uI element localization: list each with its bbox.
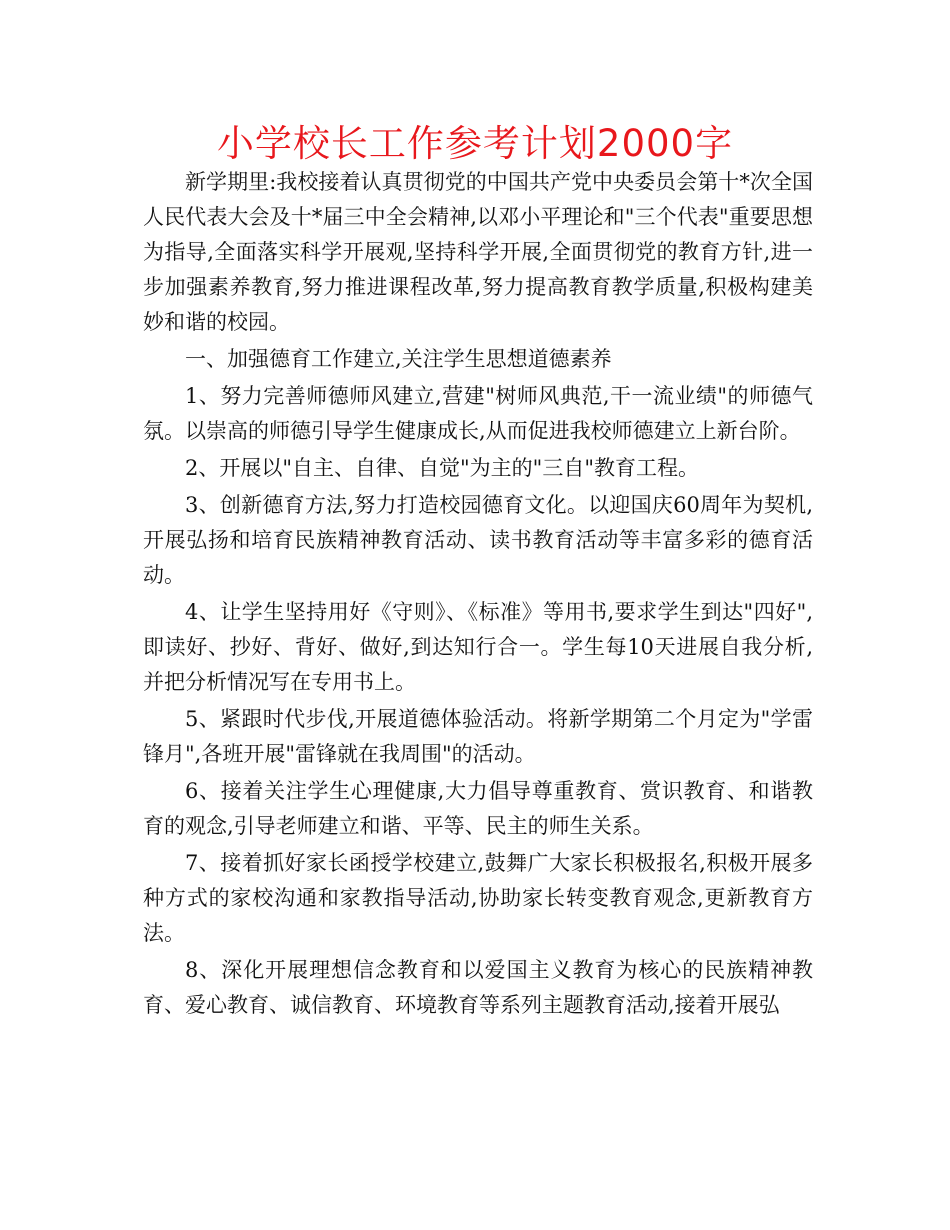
paragraph-item-2: 2、开展以"自主、自律、自觉"为主的"三自"教育工程。 [185,456,699,480]
paragraph-item-6: 6、接着关注学生心理健康,大力倡导尊重教育、赏识教育、和谐教育的观念,引导老师建立和谐、平等、民主的师生关系。 [143,779,813,838]
document-title: 小学校长工作参考计划2000字 [216,122,734,165]
paragraph-item-5: 5、紧跟时代步伐,开展道德体验活动。将新学期第二个月定为"学雷锋月",各班开展"雷锋就在我周围"的活动。 [143,707,813,766]
paragraph-intro: 新学期里:我校接着认真贯彻党的中国共产党中央委员会第十*次全国人民代表大会及十*届三中全会精神,以邓小平理论和"三个代表"重要思想为指导,全面落实科学开展观,坚持科学开展,全面贯彻党的教育方针,进一步加强素养教育,努力推进课程改革,努力提高教育教学质量,积极构建美妙和谐的校园。 [143,170,813,334]
section-heading: 一、加强德育工作建立,关注学生思想道德素养 [185,347,612,371]
paragraph-item-3: 3、创新德育方法,努力打造校园德育文化。以迎国庆60周年为契机,开展弘扬和培育民族精神教育活动、读书教育活动等丰富多彩的德育活动。 [143,493,813,587]
document-body [143,165,813,1023]
paragraph-item-1: 1、努力完善师德师风建立,营建"树师风典范,干一流业绩"的师德气氛。以崇高的师德引导学生健康成长,从而促进我校师德建立上新台阶。 [143,384,813,443]
paragraph-item-7: 7、接着抓好家长函授学校建立,鼓舞广大家长积极报名,积极开展多种方式的家校沟通和家教指导活动,协助家长转变教育观念,更新教育方法。 [143,851,813,945]
paragraph-item-4: 4、让学生坚持用好《守则》、《标准》等用书,要求学生到达"四好",即读好、抄好、背好、做好,到达知行合一。学生每10天进展自我分析,并把分析情况写在专用书上。 [143,600,813,694]
paragraph-item-8: 8、深化开展理想信念教育和以爱国主义教育为核心的民族精神教育、爱心教育、诚信教育、环境教育等系列主题教育活动,接着开展弘 [143,958,813,1017]
